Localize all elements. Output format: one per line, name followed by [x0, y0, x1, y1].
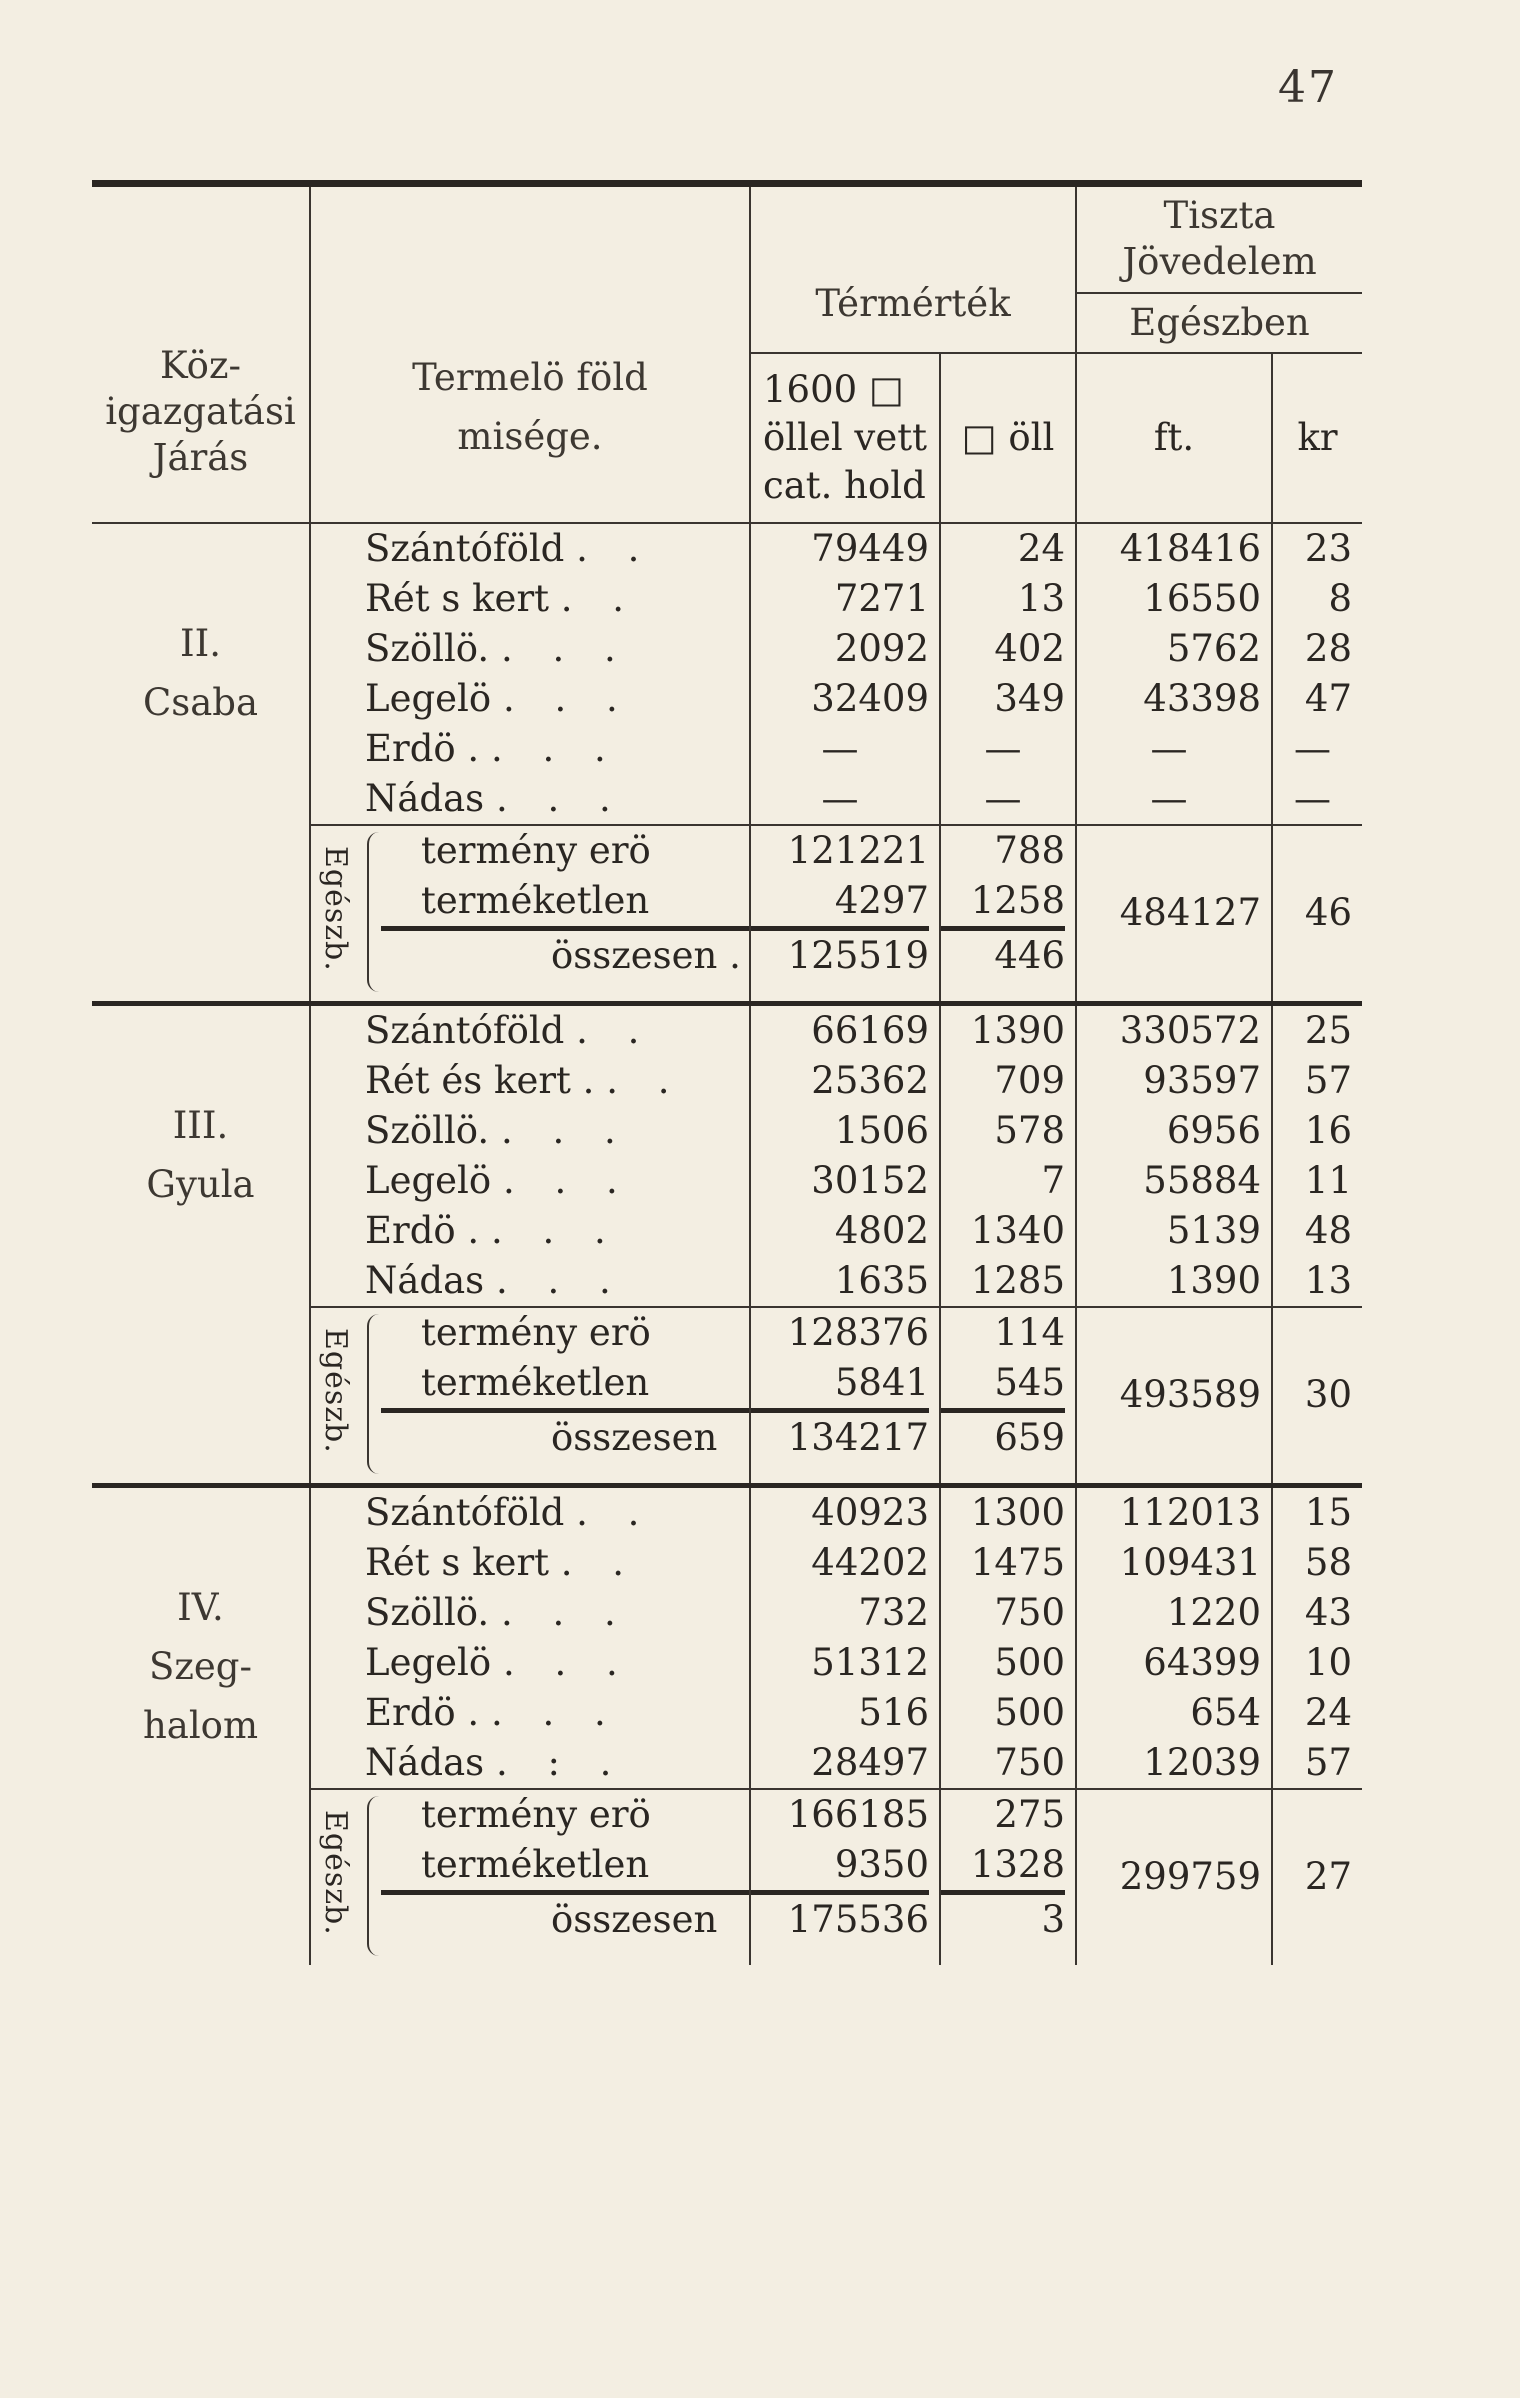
- cat-value: 128376: [787, 1310, 929, 1354]
- ol-column: [940, 1485, 1076, 1789]
- ft-value: 5762: [1166, 626, 1261, 670]
- header-district: [92, 184, 310, 523]
- header-land: [310, 184, 750, 523]
- cat-value: 40923: [811, 1490, 929, 1534]
- header-tiszta-jovedelem: [1076, 184, 1362, 293]
- land-row: [365, 1056, 749, 1106]
- land-name: Erdö .: [365, 1208, 480, 1252]
- ft-value: 418416: [1119, 526, 1261, 570]
- cat-value: 125519: [751, 926, 929, 981]
- cat-hold-column: [750, 1003, 940, 1307]
- leader-dots: . . .: [490, 1208, 620, 1252]
- leader-dots: . .: [576, 526, 654, 570]
- kr-value: 16: [1304, 1108, 1352, 1152]
- header-cat-hold-text: 1600 □ öllel vett cat. hold: [763, 367, 927, 507]
- section-szeghalom: [92, 1485, 1362, 1965]
- cat-value: 25362: [811, 1058, 929, 1102]
- kr-value: 48: [1304, 1208, 1352, 1252]
- cat-value: —: [821, 776, 859, 820]
- ol-value: 402: [994, 626, 1065, 670]
- section-gyula: [92, 1003, 1362, 1485]
- land-row: [365, 674, 749, 724]
- kr-value: 57: [1304, 1058, 1352, 1102]
- land-row: [365, 1688, 749, 1738]
- land-name: Rét és kert .: [365, 1058, 595, 1102]
- ol-value: 7: [1041, 1158, 1065, 1202]
- ol-value: 750: [994, 1590, 1065, 1634]
- kr-column: [1272, 1003, 1362, 1307]
- total-kr: 30: [1272, 1307, 1362, 1486]
- land-name: Szántóföld: [365, 1008, 565, 1052]
- land-row: [365, 774, 749, 824]
- ft-value: 330572: [1119, 1008, 1261, 1052]
- ft-value: 1390: [1166, 1258, 1261, 1302]
- kr-column: [1272, 523, 1362, 825]
- land-name: Szöllö.: [365, 1108, 490, 1152]
- ft-value: 16550: [1143, 576, 1261, 620]
- kr-value: —: [1294, 776, 1331, 820]
- cat-value: 7271: [834, 576, 929, 620]
- termeny-ero-label: termény erö: [421, 1792, 651, 1836]
- land-row: [365, 1488, 749, 1538]
- ft-value: —: [1150, 776, 1188, 820]
- egesz-cat: [750, 825, 940, 1004]
- land-name: Legelö: [365, 676, 492, 720]
- header-ol: □ öll: [940, 353, 1076, 523]
- land-name: Erdö .: [365, 1690, 480, 1734]
- land-row: [365, 1638, 749, 1688]
- ol-value: 750: [994, 1740, 1065, 1784]
- ol-value: 1300: [970, 1490, 1065, 1534]
- osszesen-label: összesen .: [381, 926, 749, 981]
- total-ft: 493589: [1076, 1307, 1272, 1486]
- leader-dots: . . .: [500, 1108, 630, 1152]
- district-label: II. Csaba: [142, 621, 259, 724]
- ol-value: 1328: [970, 1842, 1065, 1886]
- ol-value: 578: [994, 1108, 1065, 1152]
- cat-value: 134217: [751, 1408, 929, 1463]
- ol-value: 349: [994, 676, 1065, 720]
- ol-value: 788: [994, 828, 1065, 872]
- ol-column: [940, 1003, 1076, 1307]
- cat-value: —: [821, 726, 859, 770]
- ft-column: [1076, 1003, 1272, 1307]
- header-ft: ft.: [1076, 353, 1272, 523]
- brace-icon: [367, 1796, 391, 1956]
- kr-value: 43: [1304, 1590, 1352, 1634]
- leader-dots: . . .: [495, 776, 625, 820]
- egesz-cat: [750, 1307, 940, 1486]
- header-egeszben: Egészben: [1076, 293, 1362, 353]
- osszesen-label: összesen: [381, 1890, 749, 1945]
- leader-dots: . .: [560, 576, 639, 620]
- ol-value: 13: [1017, 576, 1065, 620]
- termeny-ero-label: termény erö: [421, 1310, 651, 1354]
- ft-value: 43398: [1143, 676, 1261, 720]
- land-types: [310, 1485, 750, 1789]
- leader-dots: . . .: [490, 1690, 620, 1734]
- kr-value: 13: [1304, 1258, 1352, 1302]
- land-row: [365, 1006, 749, 1056]
- ft-value: 112013: [1119, 1490, 1261, 1534]
- cat-hold-column: [750, 1485, 940, 1789]
- ol-value: 3: [941, 1890, 1065, 1945]
- termeny-ero-label: termény erö: [421, 828, 651, 872]
- leader-dots: . . .: [490, 726, 620, 770]
- ft-column: [1076, 1485, 1272, 1789]
- ft-value: 654: [1190, 1690, 1261, 1734]
- header-row-1: [92, 184, 1362, 293]
- land-name: Legelö: [365, 1158, 492, 1202]
- cat-value: 5841: [834, 1360, 929, 1404]
- ol-value: 275: [994, 1792, 1065, 1836]
- kr-value: 10: [1304, 1640, 1352, 1684]
- kr-value: 57: [1304, 1740, 1352, 1784]
- district-label: III. Gyula: [92, 1003, 310, 1485]
- cat-value: 32409: [811, 676, 929, 720]
- cat-value: 2092: [834, 626, 929, 670]
- cat-value: 4802: [834, 1208, 929, 1252]
- ft-value: 5139: [1166, 1208, 1261, 1252]
- land-row: [365, 1538, 749, 1588]
- kr-value: 11: [1304, 1158, 1352, 1202]
- header-land-text: Termelö föld misége.: [412, 355, 648, 458]
- cat-value: 30152: [811, 1158, 929, 1202]
- leader-dots: . .: [576, 1008, 654, 1052]
- land-name: Erdö .: [365, 726, 480, 770]
- land-name: Szántóföld: [365, 1490, 565, 1534]
- ft-value: 64399: [1143, 1640, 1261, 1684]
- header-district-text: Köz- igazgatási Járás: [105, 343, 296, 480]
- cat-value: 175536: [751, 1890, 929, 1945]
- land-name: Legelö: [365, 1640, 492, 1684]
- brace-icon: [367, 832, 391, 992]
- section-rows: [92, 1003, 1362, 1307]
- ol-value: —: [984, 726, 1022, 770]
- egesz-ol: [940, 1307, 1076, 1486]
- header-cat-hold: [750, 353, 940, 523]
- termeketlen-label: terméketlen: [421, 1842, 650, 1886]
- cat-value: 121221: [787, 828, 929, 872]
- osszesen-label: összesen: [381, 1408, 749, 1463]
- ol-value: 1258: [970, 878, 1065, 922]
- leader-dots: . .: [606, 1058, 684, 1102]
- kr-value: 23: [1304, 526, 1352, 570]
- ft-column: [1076, 523, 1272, 825]
- land-types: [310, 523, 750, 825]
- header-kr: kr: [1272, 353, 1362, 523]
- cat-value: 166185: [787, 1792, 929, 1836]
- kr-value: —: [1294, 726, 1331, 770]
- total-ft: 299759: [1076, 1789, 1272, 1965]
- egesz-labels: [310, 1307, 750, 1486]
- land-row: [365, 1156, 749, 1206]
- leader-dots: . . .: [500, 626, 630, 670]
- leader-dots: . . .: [500, 1590, 630, 1634]
- ft-value: 6956: [1166, 1108, 1261, 1152]
- land-row: [365, 624, 749, 674]
- ledger-table-wrapper: [92, 180, 1362, 1965]
- cat-value: 28497: [811, 1740, 929, 1784]
- ol-value: 24: [1017, 526, 1065, 570]
- land-name: Szántóföld: [365, 526, 565, 570]
- leader-dots: . . .: [495, 1258, 625, 1302]
- ol-value: 446: [941, 926, 1065, 981]
- land-name: Rét s kert: [365, 1540, 550, 1584]
- header-tiszta-text: Tiszta Jövedelem: [1122, 194, 1317, 284]
- land-row: [365, 524, 749, 574]
- egeszb-vertical-label: Egészb.: [318, 1809, 353, 1936]
- egesz-ol: [940, 1789, 1076, 1965]
- land-types: [310, 1003, 750, 1307]
- leader-dots: . . .: [502, 676, 632, 720]
- egesz-labels: [310, 1789, 750, 1965]
- kr-value: 15: [1304, 1490, 1352, 1534]
- land-row: [365, 1738, 749, 1788]
- page-number: 47: [1278, 62, 1338, 113]
- land-row: [365, 1106, 749, 1156]
- cat-hold-column: [750, 523, 940, 825]
- egeszb-vertical-label: Egészb.: [318, 1327, 353, 1454]
- kr-value: 24: [1304, 1690, 1352, 1734]
- section-rows: [92, 1485, 1362, 1789]
- leader-dots: . . .: [502, 1640, 632, 1684]
- ft-value: 109431: [1119, 1540, 1261, 1584]
- ft-value: —: [1150, 726, 1188, 770]
- land-name: Szöllö.: [365, 1590, 490, 1634]
- land-row: [365, 574, 749, 624]
- kr-value: 25: [1304, 1008, 1352, 1052]
- ol-value: —: [984, 776, 1022, 820]
- ol-value: 709: [994, 1058, 1065, 1102]
- ol-value: 1390: [970, 1008, 1065, 1052]
- kr-value: 58: [1304, 1540, 1352, 1584]
- cat-value: 51312: [811, 1640, 929, 1684]
- land-row: [365, 1588, 749, 1638]
- ft-value: 55884: [1143, 1158, 1261, 1202]
- cat-value: 1506: [834, 1108, 929, 1152]
- ol-value: 1285: [970, 1258, 1065, 1302]
- leader-dots: . .: [576, 1490, 654, 1534]
- kr-column: [1272, 1485, 1362, 1789]
- cat-value: 66169: [811, 1008, 929, 1052]
- total-kr: 46: [1272, 825, 1362, 1004]
- header-termertek: Térmérték: [750, 184, 1076, 353]
- ol-value: 500: [994, 1690, 1065, 1734]
- ol-value: 659: [941, 1408, 1065, 1463]
- ol-column: [940, 523, 1076, 825]
- land-name: Rét s kert: [365, 576, 550, 620]
- ft-value: 12039: [1143, 1740, 1261, 1784]
- kr-value: 8: [1328, 576, 1352, 620]
- termeketlen-label: terméketlen: [421, 878, 650, 922]
- land-name: Szöllö.: [365, 626, 490, 670]
- termeketlen-label: terméketlen: [421, 1360, 650, 1404]
- ft-value: 1220: [1166, 1590, 1261, 1634]
- kr-value: 28: [1304, 626, 1352, 670]
- ol-value: 1475: [970, 1540, 1065, 1584]
- land-income-table: [92, 180, 1362, 1965]
- ol-value: 500: [994, 1640, 1065, 1684]
- ol-value: 545: [994, 1360, 1065, 1404]
- egesz-cat: [750, 1789, 940, 1965]
- ol-value: 1340: [970, 1208, 1065, 1252]
- egesz-labels: [310, 825, 750, 1004]
- land-name: Nádas: [365, 1258, 485, 1302]
- cat-value: 9350: [834, 1842, 929, 1886]
- brace-icon: [367, 1314, 391, 1474]
- cat-value: 79449: [811, 526, 929, 570]
- leader-dots: . . .: [502, 1158, 632, 1202]
- cat-value: 1635: [834, 1258, 929, 1302]
- cat-value: 732: [858, 1590, 929, 1634]
- ol-value: 114: [994, 1310, 1065, 1354]
- land-row: [365, 1256, 749, 1306]
- section-rows: [92, 523, 1362, 825]
- cat-value: 44202: [811, 1540, 929, 1584]
- ft-value: 93597: [1143, 1058, 1261, 1102]
- section-csaba: [92, 523, 1362, 1004]
- total-ft: 484127: [1076, 825, 1272, 1004]
- total-kr: 27: [1272, 1789, 1362, 1965]
- leader-dots: . : .: [495, 1740, 626, 1784]
- egeszb-vertical-label: Egészb.: [318, 845, 353, 972]
- land-row: [365, 724, 749, 774]
- land-name: Nádas: [365, 776, 485, 820]
- leader-dots: . .: [560, 1540, 639, 1584]
- land-row: [365, 1206, 749, 1256]
- egesz-ol: [940, 825, 1076, 1004]
- land-name: Nádas: [365, 1740, 485, 1784]
- district-label: IV. Szeg- halom: [92, 1485, 310, 1965]
- cat-value: 4297: [834, 878, 929, 922]
- cat-value: 516: [858, 1690, 929, 1734]
- kr-value: 47: [1304, 676, 1352, 720]
